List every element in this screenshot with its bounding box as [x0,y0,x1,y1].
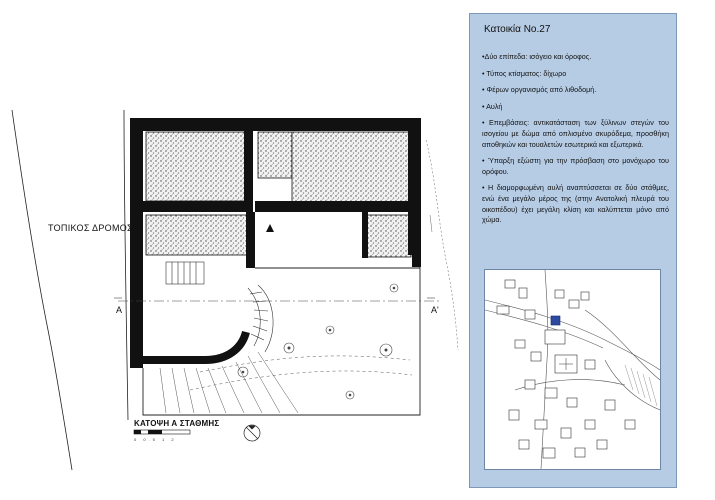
site-map-drawing [485,270,660,469]
north-arrow-icon [244,425,260,441]
courtyard-curved-wall [143,332,246,360]
notes-list [482,52,669,232]
room-northwest [146,132,245,201]
stippled-rooms [146,132,412,257]
section-line [114,298,440,301]
scale-numbers: 0 0.5 1 2 [134,437,177,442]
site-location-map [484,269,661,470]
room-northeast [292,132,412,202]
info-panel [469,13,677,488]
terrain-contours [426,140,458,350]
note-item: • Επεμβάσεις: αντικατάσταση των ξύλινων στεγών του ισογείου με δώμα από οπλισμένο σκυρόδεμα, προσθήκη αποθηκών και τουαλετών εσωτερικά και εξωτερικά. [482,118,669,149]
note-item: • Η διαμορφωμένη αυλή αναπτύσσεται σε δύο στάθμες, ενώ ένα μεγάλο μέρος της (στην Ανατολική πλευρά του οικοπέδου) έχει μεγάλη κλίση και καλύπτεται μόνο από χώμα. [482,183,669,225]
highlighted-building-marker [551,316,560,325]
note-item: • Αυλή [482,101,503,111]
stairs [166,262,273,352]
road-label: ΤΟΠΙΚΟΣ ΔΡΟΜΟΣ [48,223,133,233]
note-item: • Ύπαρξη εξώστη για την πρόσβαση στο μονόχωρο του ορόφου. [482,156,669,176]
room-west-middle [146,215,248,255]
panel-title: Κατοικία Νο.27 [484,24,551,35]
note-item: • Τύπος κτίσματος: δίχωρο [482,68,567,78]
room-east-storage [366,215,411,257]
entrance-arrow [266,224,274,232]
road-edges [12,110,128,470]
note-item: • Φέρων οργανισμός από λιθοδομή. [482,85,597,95]
scale-bar [134,430,190,434]
courtyard-outline [143,267,420,415]
plan-title: ΚΑΤΟΨΗ Α ΣΤΑΘΜΗΣ [134,419,220,428]
section-marker-left: A [116,305,123,315]
note-item: •Δύο επίπεδα: ισόγειο και όροφος. [482,52,592,61]
room-north-closet [258,132,292,178]
section-marker-right: A' [431,305,439,315]
